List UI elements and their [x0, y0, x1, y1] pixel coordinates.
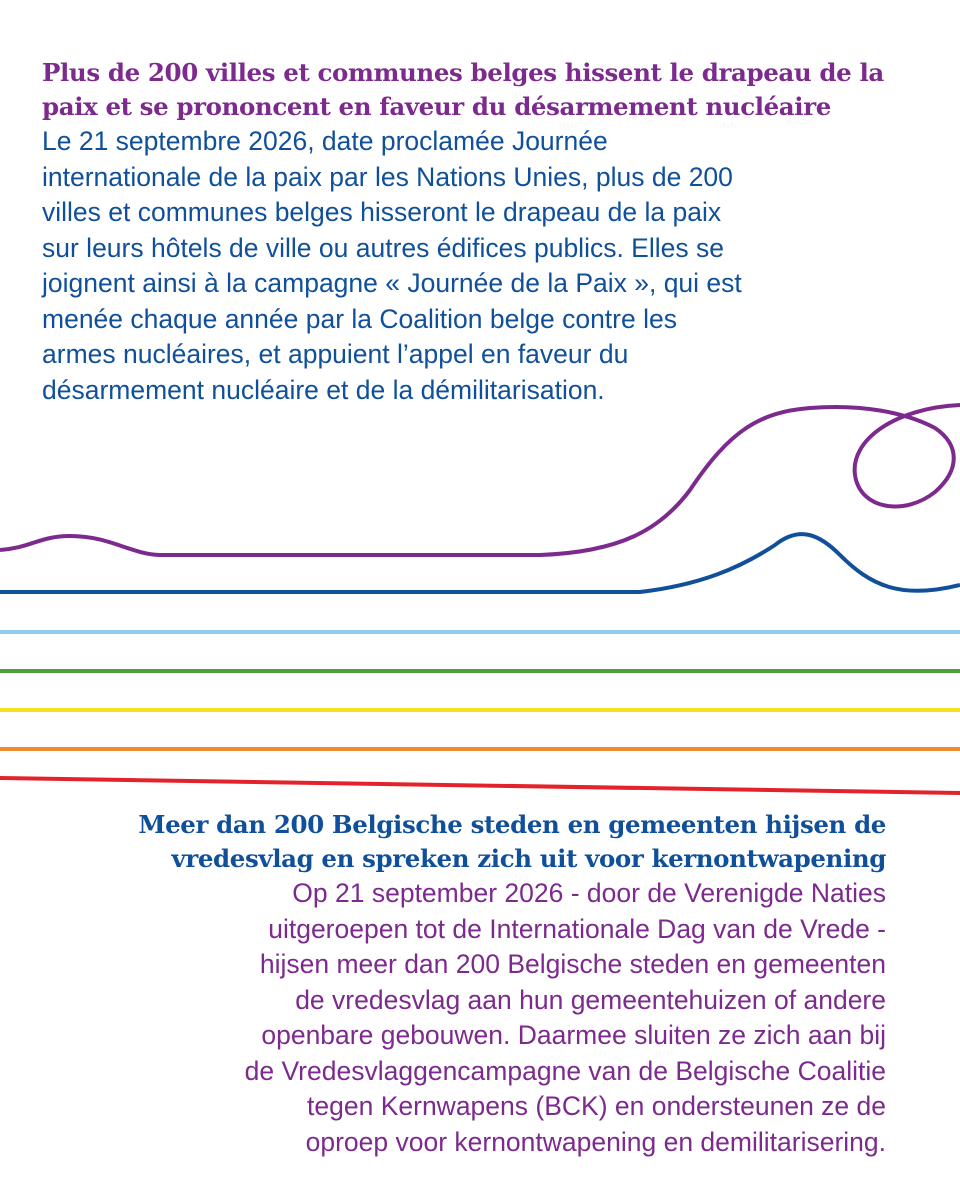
dutch-body-line: uitgeroepen tot de Internationale Dag van de Vrede - [268, 913, 886, 944]
dutch-body-line: de Vredesvlaggencampagne van de Belgische Coalitie [244, 1055, 886, 1086]
french-body-line: menée chaque année par la Coalition belge contre les [42, 303, 677, 334]
dutch-body-line: de vredesvlag aan hun gemeentehuizen of andere [295, 984, 886, 1015]
dutch-section [26, 808, 886, 1160]
dutch-body-line: hijsen meer dan 200 Belgische steden en gemeenten [259, 949, 886, 979]
french-body-line: Le 21 septembre 2026, date proclamée Journée [42, 126, 608, 156]
french-headline-line: Plus de 200 villes et communes belges hissent le drapeau de la [42, 58, 884, 87]
dark-blue-line [0, 534, 960, 592]
dutch-headline [26, 808, 886, 876]
dutch-headline-line: vredesvlag en spreken zich uit voor kernontwapening [171, 844, 886, 873]
dutch-body-line: Op 21 september 2026 - door de Verenigde Naties [292, 878, 886, 908]
rainbow-lines-illustration [0, 395, 960, 805]
dutch-body-line: oproep voor kernontwapening en demilitarisering. [305, 1126, 886, 1157]
french-body-line: villes et communes belges hisseront le drapeau de la paix [42, 197, 722, 227]
dutch-body [26, 876, 886, 1160]
french-section [42, 56, 922, 408]
purple-line [0, 405, 960, 555]
french-body-line: internationale de la paix par les Nations Unies, plus de 200 [42, 161, 733, 192]
french-body-line: sur leurs hôtels de ville ou autres édifices publics. Elles se [42, 232, 724, 263]
french-body-line: armes nucléaires, et appuient l’appel en faveur du [42, 339, 629, 369]
french-body-line: désarmement nucléaire et de la démilitarisation. [42, 374, 605, 405]
dutch-body-line: tegen Kernwapens (BCK) en ondersteunen ze de [307, 1091, 886, 1121]
dutch-body-line: openbare gebouwen. Daarmee sluiten ze zich aan bij [261, 1020, 886, 1050]
red-line [0, 778, 960, 793]
french-body [42, 124, 922, 408]
french-body-line: joignent ainsi à la campagne « Journée de la Paix », qui est [42, 268, 742, 298]
french-headline [42, 56, 922, 124]
dutch-headline-line: Meer dan 200 Belgische steden en gemeenten hijsen de [138, 810, 886, 839]
french-headline-line: paix et se prononcent en faveur du désarmement nucléaire [42, 92, 831, 121]
